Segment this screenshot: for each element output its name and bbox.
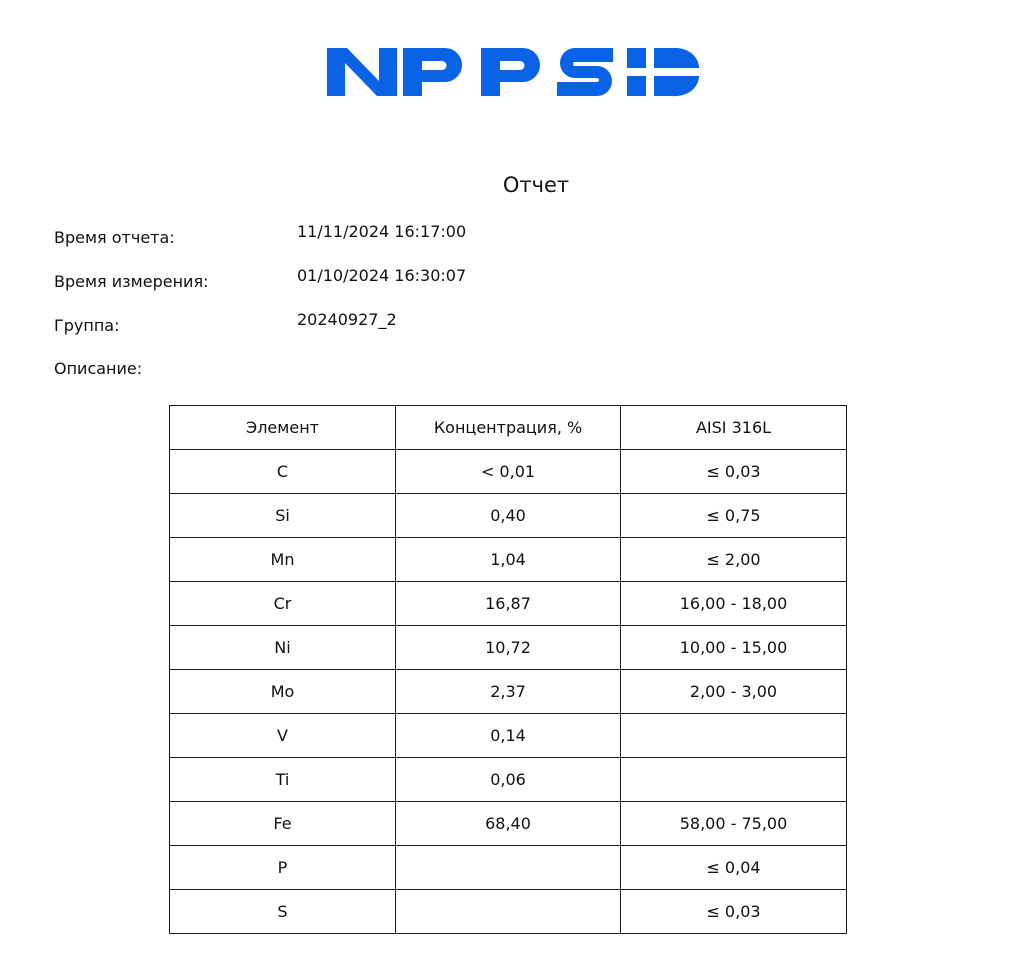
table-row xyxy=(170,802,847,846)
element-cell: P xyxy=(170,846,396,890)
group-value: 20240927_2 xyxy=(297,310,397,329)
table-row xyxy=(170,670,847,714)
spec-cell: 16,00 - 18,00 xyxy=(621,582,847,626)
concentration-cell: 0,06 xyxy=(396,758,621,802)
spec-cell: 10,00 - 15,00 xyxy=(621,626,847,670)
element-cell: Si xyxy=(170,494,396,538)
concentration-cell: 0,14 xyxy=(396,714,621,758)
table-row xyxy=(170,450,847,494)
table-row xyxy=(170,890,847,934)
element-cell: V xyxy=(170,714,396,758)
spec-cell: ≤ 0,75 xyxy=(621,494,847,538)
concentration-cell: 1,04 xyxy=(396,538,621,582)
element-cell: Mn xyxy=(170,538,396,582)
table-row xyxy=(170,538,847,582)
spec-cell xyxy=(621,758,847,802)
measure-time-label: Время измерения: xyxy=(54,272,209,291)
header-aisi-316l: AISI 316L xyxy=(621,406,847,450)
spec-cell: ≤ 0,03 xyxy=(621,890,847,934)
spec-cell: ≤ 2,00 xyxy=(621,538,847,582)
table-row xyxy=(170,714,847,758)
concentration-cell: 68,40 xyxy=(396,802,621,846)
report-title: Отчет xyxy=(502,173,570,197)
spec-cell: 2,00 - 3,00 xyxy=(621,670,847,714)
element-cell: Ni xyxy=(170,626,396,670)
spec-cell: ≤ 0,03 xyxy=(621,450,847,494)
table-row xyxy=(170,626,847,670)
table-row xyxy=(170,846,847,890)
composition-table-wrap xyxy=(169,405,847,934)
description-label: Описание: xyxy=(54,359,143,378)
table-header-row xyxy=(170,406,847,450)
element-cell: Mo xyxy=(170,670,396,714)
table-row xyxy=(170,582,847,626)
report-time-label: Время отчета: xyxy=(54,228,175,247)
concentration-cell: 10,72 xyxy=(396,626,621,670)
element-cell: Ti xyxy=(170,758,396,802)
element-cell: Cr xyxy=(170,582,396,626)
concentration-cell xyxy=(396,890,621,934)
concentration-cell: 0,40 xyxy=(396,494,621,538)
table-row xyxy=(170,758,847,802)
concentration-cell xyxy=(396,846,621,890)
element-cell: Fe xyxy=(170,802,396,846)
spec-cell: 58,00 - 75,00 xyxy=(621,802,847,846)
concentration-cell: 2,37 xyxy=(396,670,621,714)
spec-cell xyxy=(621,714,847,758)
concentration-cell: 16,87 xyxy=(396,582,621,626)
header-element: Элемент xyxy=(170,406,396,450)
composition-table xyxy=(169,405,847,934)
header-concentration: Концентрация, % xyxy=(396,406,621,450)
company-logo xyxy=(327,44,701,100)
spec-cell: ≤ 0,04 xyxy=(621,846,847,890)
report-time-value: 11/11/2024 16:17:00 xyxy=(297,222,467,241)
table-row xyxy=(170,494,847,538)
measure-time-value: 01/10/2024 16:30:07 xyxy=(297,266,467,285)
npps-logo-icon xyxy=(327,44,701,100)
element-cell: S xyxy=(170,890,396,934)
concentration-cell: < 0,01 xyxy=(396,450,621,494)
group-label: Группа: xyxy=(54,316,120,335)
element-cell: C xyxy=(170,450,396,494)
